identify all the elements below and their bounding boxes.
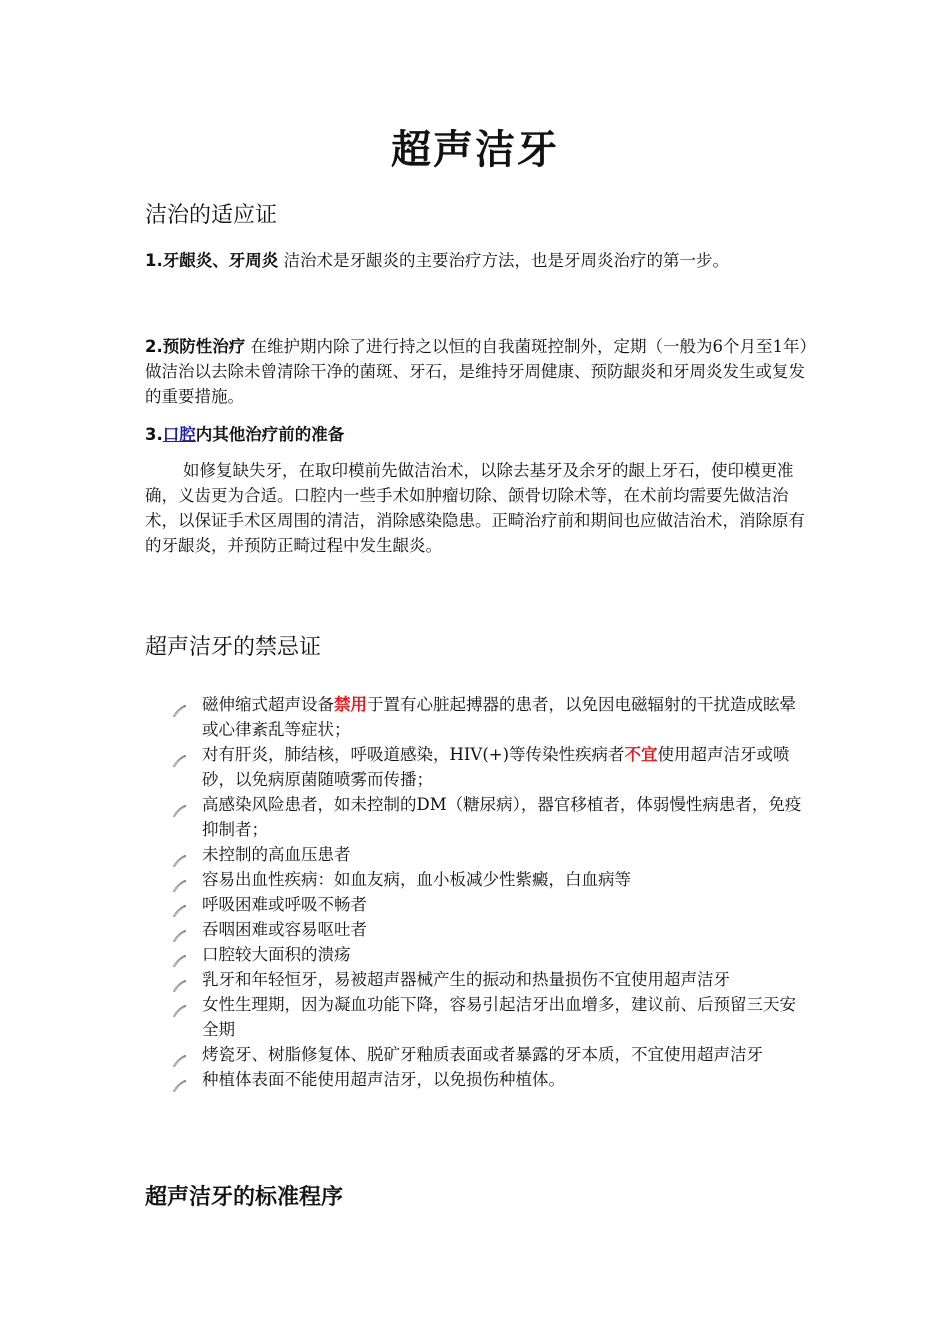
contraindication-text: 口腔较大面积的溃疡 — [202, 945, 351, 964]
bullet-icon — [172, 899, 186, 911]
bullet-icon — [172, 1074, 186, 1086]
oral-cavity-link[interactable]: 口腔 — [162, 425, 196, 444]
paragraph-indication-1 — [145, 248, 815, 273]
contraindication-item — [172, 742, 812, 792]
contraindication-text: 种植体表面不能使用超声洁牙，以免损伤种植体。 — [202, 1070, 565, 1089]
contraindication-item — [172, 842, 812, 867]
bullet-icon — [172, 924, 186, 936]
bullet-icon — [172, 699, 186, 711]
indication-3-prefix: 3. — [145, 425, 163, 444]
contraindication-item — [172, 992, 812, 1042]
contraindication-item — [172, 942, 812, 967]
contraindication-item — [172, 867, 812, 892]
indication-1-label: 1.牙龈炎、牙周炎 — [145, 251, 279, 270]
contraindication-list — [172, 692, 812, 1092]
contraindication-highlight: 禁用 — [334, 695, 367, 714]
indication-3-suffix: 内其他治疗前的准备 — [195, 425, 345, 444]
bullet-icon — [172, 999, 186, 1011]
contraindication-text: 高感染风险患者，如未控制的DM（糖尿病），器官移植者，体弱慢性病患者，免疫抑制者； — [202, 795, 802, 839]
paragraph-indication-2 — [145, 334, 815, 409]
indication-1-text: 洁治术是牙龈炎的主要治疗方法，也是牙周炎治疗的第一步。 — [278, 251, 729, 270]
contraindication-text: 对有肝炎，肺结核，呼吸道感染，HIV(+)等传染性疾病者 — [202, 745, 625, 764]
contraindication-text: 乳牙和年轻恒牙，易被超声器械产生的振动和热量损伤不宜使用超声洁牙 — [202, 970, 730, 989]
section-heading-indications: 洁治的适应证 — [145, 203, 278, 228]
contraindication-item — [172, 692, 812, 742]
contraindication-text: 吞咽困难或容易呕吐者 — [202, 920, 367, 939]
contraindication-item — [172, 917, 812, 942]
bullet-icon — [172, 974, 186, 986]
bullet-icon — [172, 749, 186, 761]
indication-2-label: 2.预防性治疗 — [145, 337, 246, 356]
contraindication-item — [172, 1042, 812, 1067]
contraindication-highlight: 不宜 — [624, 745, 658, 764]
contraindication-text: 磁伸缩式超声设备 — [202, 695, 334, 714]
bullet-icon — [172, 874, 186, 886]
contraindication-text: 烤瓷牙、树脂修复体、脱矿牙釉质表面或者暴露的牙本质，不宜使用超声洁牙 — [202, 1045, 763, 1064]
contraindication-text: 呼吸困难或呼吸不畅者 — [202, 895, 367, 914]
indication-2-text: 在维护期内除了进行持之以恒的自我菌斑控制外，定期（一般为6个月至1年）做洁治以去除未曾清除干净的菌斑、牙石，是维持牙周健康、预防龈炎和牙周炎发生或复发的重要措施。 — [145, 337, 808, 406]
bullet-icon — [172, 799, 186, 811]
contraindication-text: 女性生理期，因为凝血功能下降，容易引起洁牙出血增多，建议前、后预留三天安全期 — [202, 995, 796, 1039]
contraindication-text: 未控制的高血压患者 — [202, 845, 351, 864]
indication-3-heading — [145, 422, 815, 447]
contraindication-item — [172, 892, 812, 917]
contraindication-text-continued: 使用超声洁牙或喷砂，以免病原菌随喷雾而传播； — [202, 745, 790, 789]
section-heading-procedure: 超声洁牙的标准程序 — [145, 1185, 344, 1210]
contraindication-text: 容易出血性疾病：如血友病，血小板减少性紫癜，白血病等 — [202, 870, 631, 889]
bullet-icon — [172, 849, 186, 861]
contraindication-item — [172, 1067, 812, 1092]
contraindication-item — [172, 792, 812, 842]
indication-3-body: 如修复缺失牙，在取印模前先做洁治术，以除去基牙及余牙的龈上牙石，使印模更准确，义齿更为合适。口腔内一些手术如肿瘤切除、颌骨切除术等，在术前均需要先做洁治术，以保证手术区周围的清洁，消除感染隐患。正畸治疗前和期间也应做洁治术，消除原有的牙龈炎，并预防正畸过程中发生龈炎。 — [145, 461, 805, 555]
contraindication-item — [172, 967, 812, 992]
document-title: 超声洁牙 — [391, 126, 559, 173]
section-heading-contraindications: 超声洁牙的禁忌证 — [145, 635, 322, 660]
bullet-icon — [172, 1049, 186, 1061]
contraindication-text-continued: 于置有心脏起搏器的患者，以免因电磁辐射的干扰造成眩晕或心律紊乱等症状； — [202, 695, 796, 739]
bullet-icon — [172, 949, 186, 961]
